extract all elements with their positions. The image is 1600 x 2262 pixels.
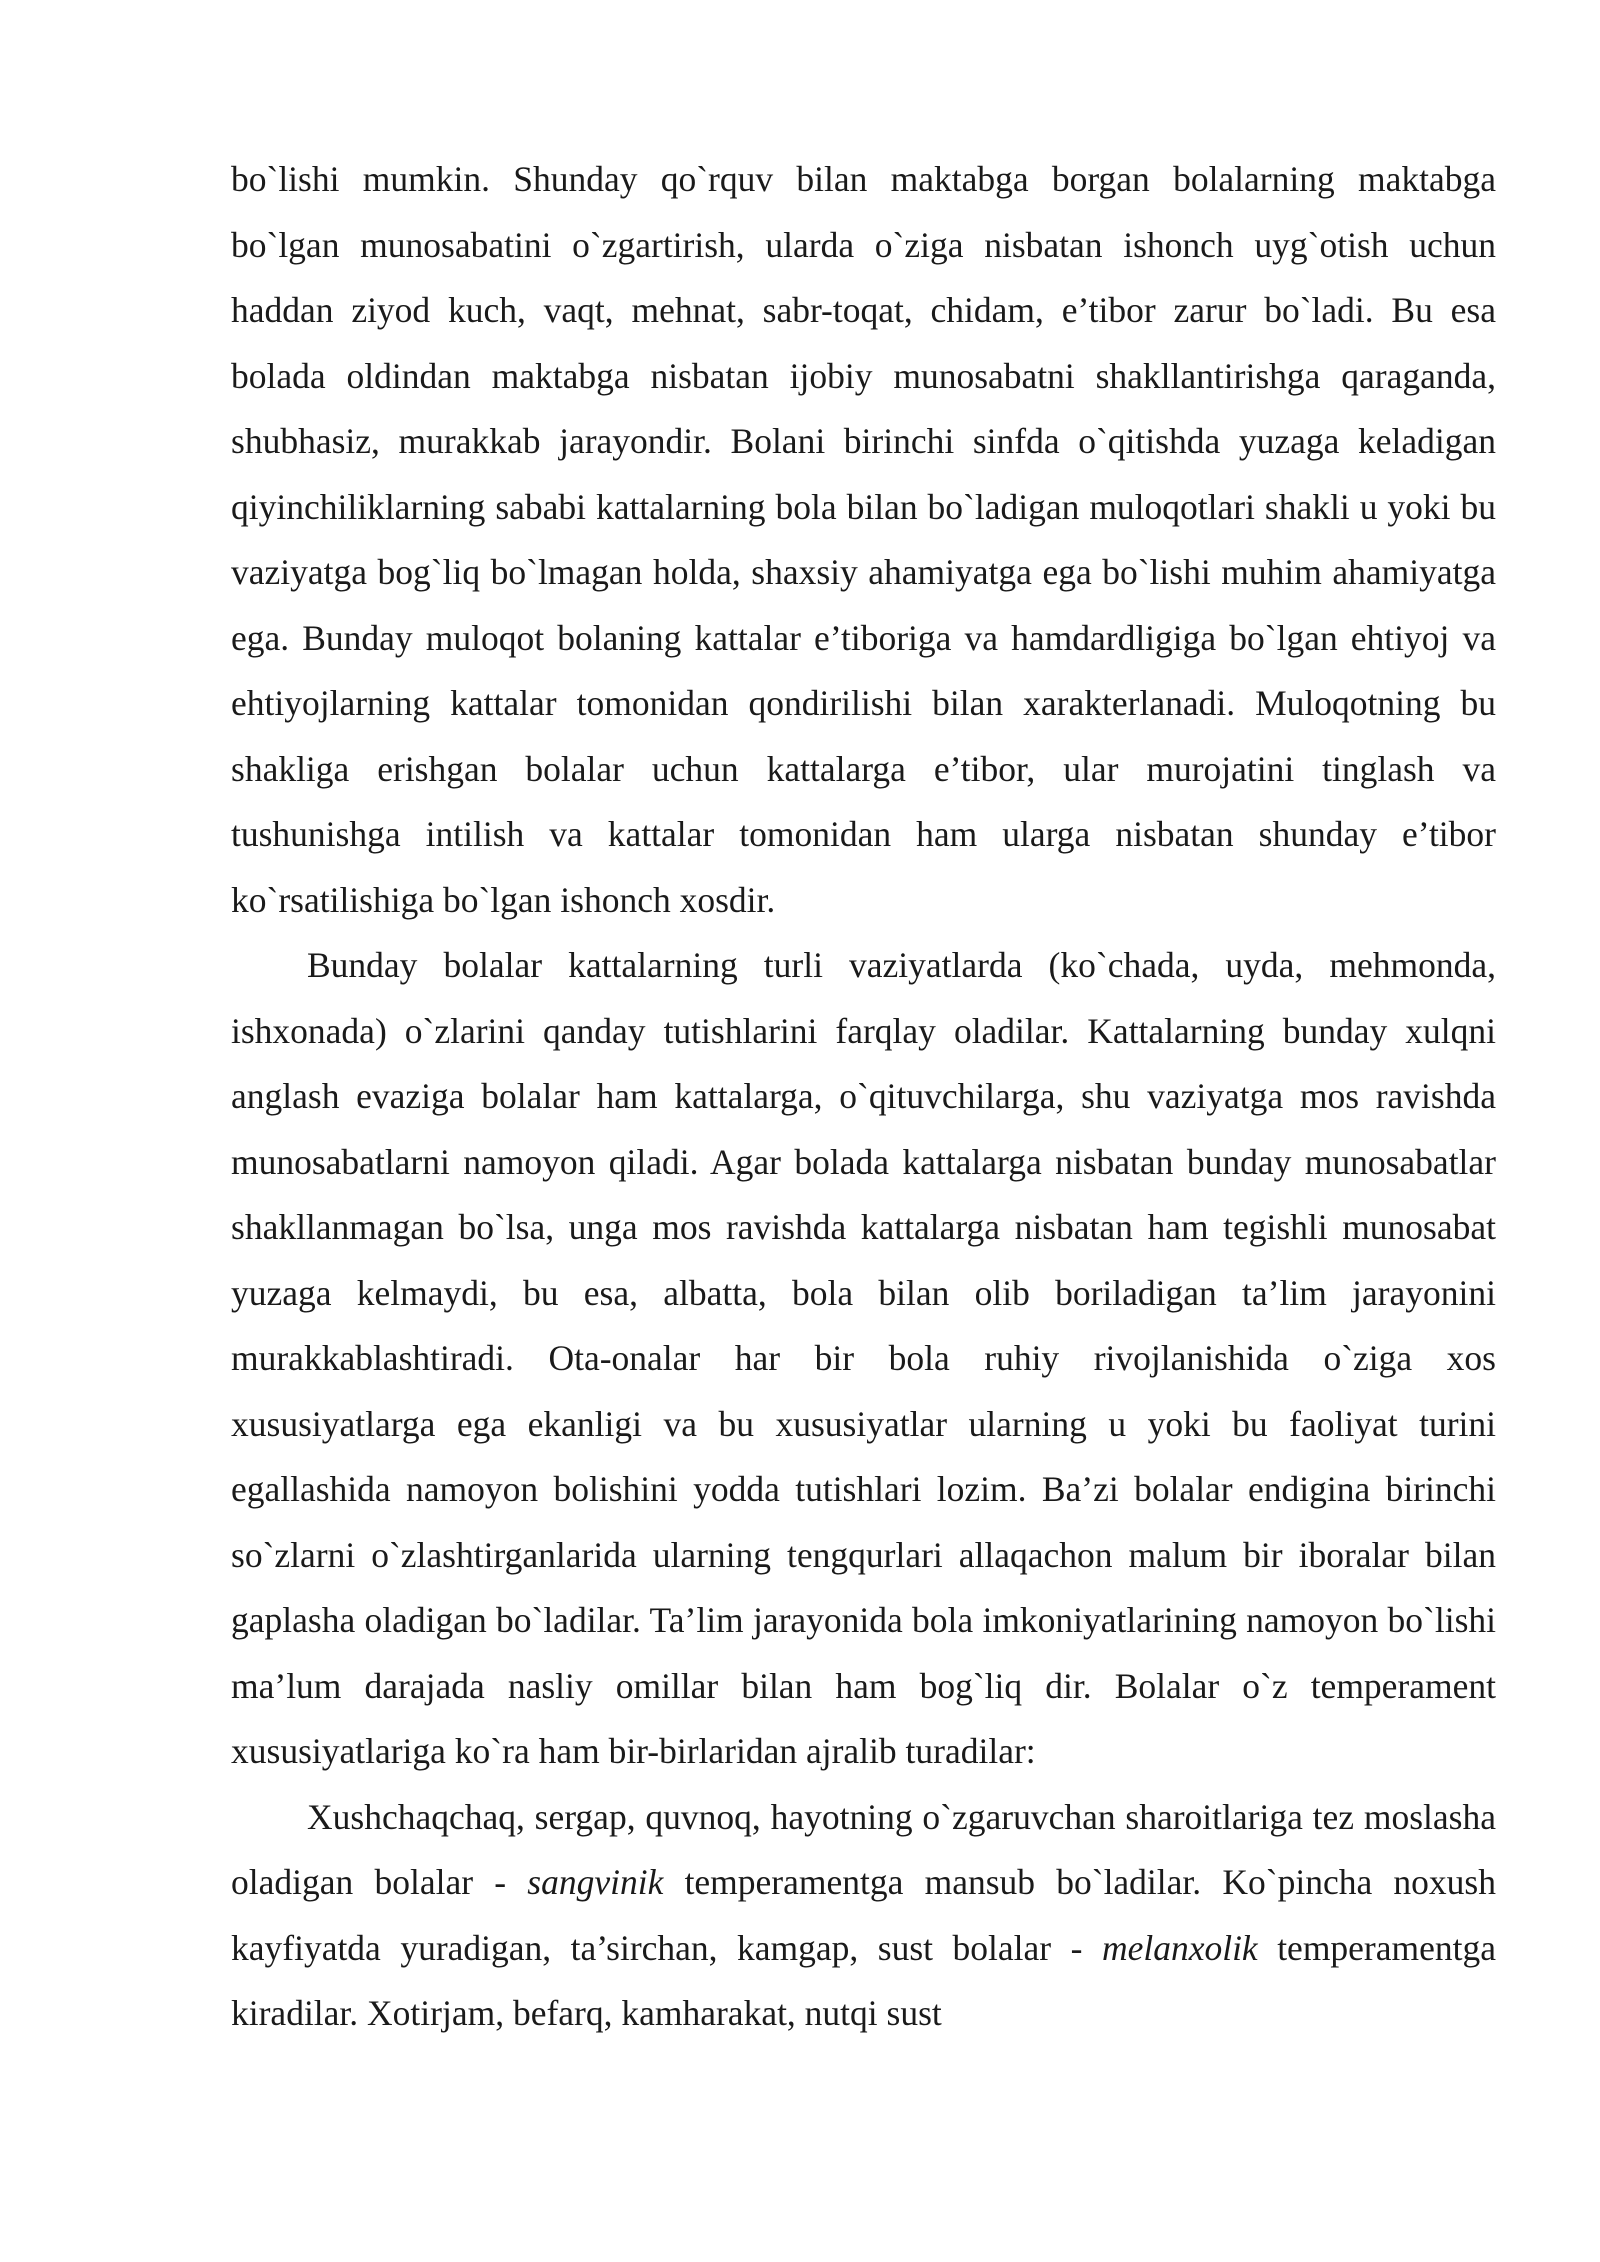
paragraph-2 [231,933,1496,1785]
paragraph-text: bo`lishi mumkin. Shunday qo`rquv bilan maktabga borgan bolalarning maktabga bo`lgan munosabatini o`zgartirish, ularda o`ziga nisbatan ishonch uyg`otish uchun haddan ziyod kuch, vaqt, mehnat, sabr-toqat, chidam, e’tibor zarur bo`ladi. Bu esa bolada oldindan maktabga nisbatan ijobiy munosabatni shakllantirishga qaraganda, shubhasiz, murakkab jarayondir. Bolani birinchi sinfda o`qitishda yuzaga keladigan qiyinchiliklarning sababi kattalarning bola bilan bo`ladigan muloqotlari shakli u yoki bu vaziyatga bog`liq bo`lmagan holda, shaxsiy ahamiyatga ega bo`lishi muhim ahamiyatga ega. Bunday muloqot bolaning kattalar e’tiboriga va hamdardligiga bo`lgan ehtiyoj va ehtiyojlarning kattalar tomonidan qondirilishi bilan xarakterlanadi. Muloqotning bu shakliga erishgan bolalar uchun kattalarga e’tibor, ular murojatini tinglash va tushunishga intilish va kattalar tomonidan ham ularga nisbatan shunday e’tibor ko`rsatilishiga bo`lgan ishonch xosdir. [231,159,1496,920]
paragraph-text: Bunday bolalar kattalarning turli vaziyatlarda (ko`chada, uyda, mehmonda, ishxonada) o`zlarini qanday tutishlarini farqlay oladilar. Kattalarning bunday xulqni anglash evaziga bolalar ham kattalarga, o`qituvchilarga, shu vaziyatga mos ravishda munosabatlarni namoyon qiladi. Agar bolada kattalarga nisbatan bunday munosabatlar shakllanmagan bo`lsa, unga mos ravishda kattalarga nisbatan ham tegishli munosabat yuzaga kelmaydi, bu esa, albatta, bola bilan olib boriladigan ta’lim jarayonini murakkablashtiradi. Ota-onalar har bir bola ruhiy rivojlanishida o`ziga xos xususiyatlarga ega ekanligi va bu xususiyatlar ularning u yoki bu faoliyat turini egallashida namoyon bolishini yodda tutishlari lozim. Ba’zi bolalar endigina birinchi so`zlarni o`zlashtirganlarida ularning tengqurlari allaqachon malum bir iboralar bilan gaplasha oladigan bo`ladilar. Ta’lim jarayonida bola imkoniyatlarining namoyon bo`lishi ma’lum darajada nasliy omillar bilan ham bog`liq dir. Bolalar o`z temperament xususiyatlariga ko`ra ham bir-birlaridan ajralib turadilar: [231,945,1496,1771]
paragraph-text: Xushchaqchaq, sergap, quvnoq, hayotning o`zgaruvchan sharoitlariga tez moslasha oladigan bolalar - [231,1796,1496,1902]
paragraph-1 [231,147,1496,933]
document-page [231,147,1496,2047]
term-sangvinik: sangvinik [527,1862,664,1902]
paragraph-3 [231,1785,1496,2047]
term-melanxolik: melanxolik [1101,1927,1258,1968]
paragraph-text: temperamentga kiradilar. Xotirjam, befarq, kamharakat, nutqi sust [231,1927,1497,2033]
paragraph-text: temperamentga mansub bo`ladilar. Ko`pincha noxush kayfiyatda yuradigan, ta’sirchan, kamgap, sust bolalar - [231,1862,1496,1968]
